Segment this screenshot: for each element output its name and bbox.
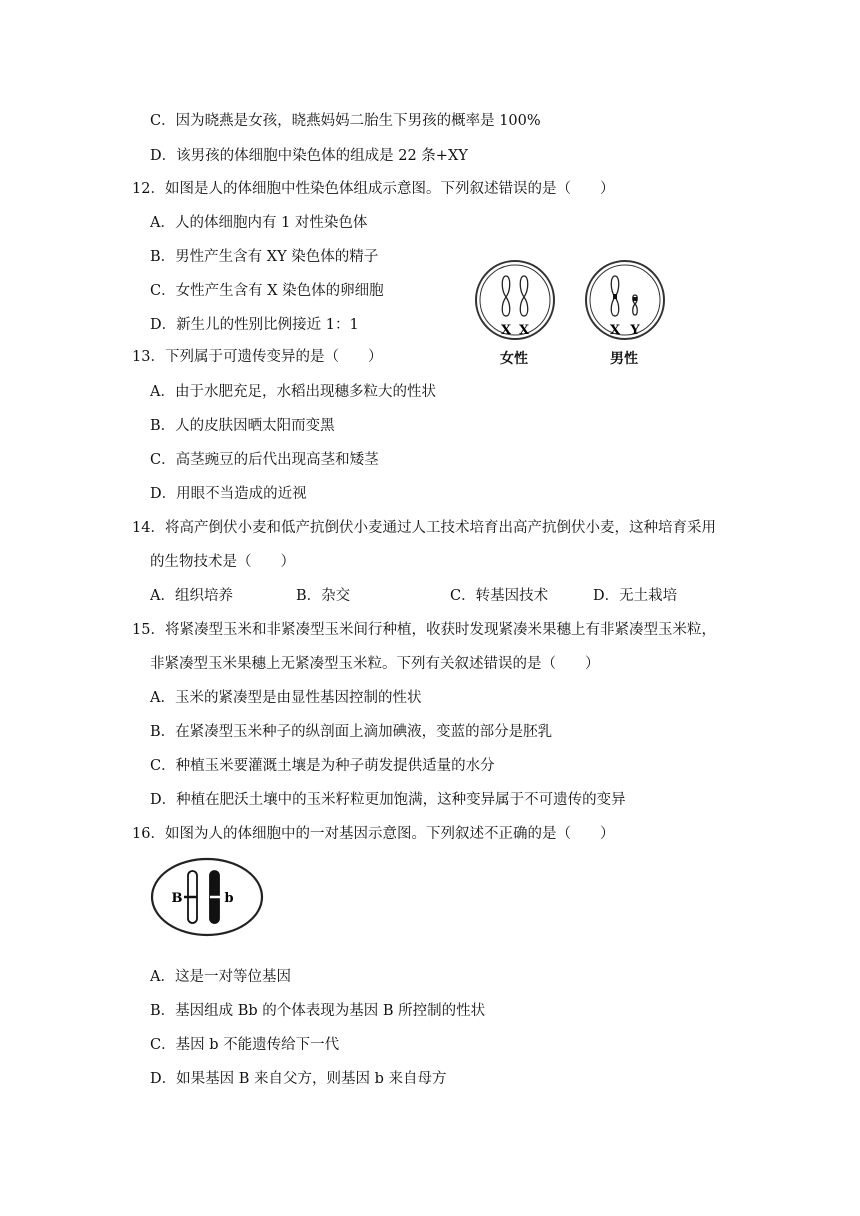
female-chr1-label: X	[500, 323, 512, 338]
gene-pair-figure	[150, 857, 266, 937]
q14-option-a: A．组织培养	[150, 588, 233, 604]
q16-option-c: C．基因 b 不能遗传给下一代	[150, 1037, 340, 1053]
q13-option-b: B．人的皮肤因晒太阳而变黑	[150, 418, 335, 434]
gene-B-label: B	[171, 891, 183, 906]
female-chr2-label: X	[518, 323, 530, 338]
q14-stem-line2: 的生物技术是（ ）	[150, 554, 295, 570]
q14-option-b: B．杂交	[296, 588, 351, 604]
q12-stem: 12．如图是人的体细胞中性染色体组成示意图。下列叙述错误的是（ ）	[132, 181, 615, 197]
male-cell	[586, 261, 664, 339]
q16-option-b: B．基因组成 Bb 的个体表现为基因 B 所控制的性状	[150, 1003, 486, 1019]
q13-stem: 13．下列属于可遗传变异的是（ ）	[132, 349, 383, 365]
q16-option-d: D．如果基因 B 来自父方，则基因 b 来自母方	[150, 1071, 447, 1087]
q14-stem-line1: 14．将高产倒伏小麦和低产抗倒伏小麦通过人工技术培育出高产抗倒伏小麦，这种培育采用	[132, 520, 716, 536]
q14-option-c: C．转基因技术	[450, 588, 549, 604]
q11-option-d: D．该男孩的体细胞中染色体的组成是 22 条+XY	[150, 148, 468, 164]
q13-option-d: D．用眼不当造成的近视	[150, 486, 307, 502]
male-chr1-label: X	[609, 323, 621, 338]
q12-option-b: B．男性产生含有 XY 染色体的精子	[150, 249, 379, 265]
q12-option-a: A．人的体细胞内有 1 对性染色体	[150, 215, 368, 231]
female-x-chromosome-1	[502, 276, 510, 316]
q15-option-b: B．在紧凑型玉米种子的纵剖面上滴加碘液，变蓝的部分是胚乳	[150, 724, 553, 740]
sex-chromosome-figure	[474, 260, 674, 340]
q15-stem-line1: 15．将紧凑型玉米和非紧凑型玉米间行种植，收获时发现紧凑米果穗上有非紧凑型玉米粒，	[132, 622, 716, 638]
q12-option-d: D．新生儿的性别比例接近 1：1	[150, 317, 359, 333]
q15-option-a: A．玉米的紧凑型是由显性基因控制的性状	[150, 690, 422, 706]
female-x-chromosome-2	[520, 276, 528, 316]
gene-b-label: b	[224, 891, 234, 906]
female-caption: 女性	[500, 351, 528, 367]
q14-option-d: D．无土栽培	[593, 588, 678, 604]
q15-option-d: D．种植在肥沃土壤中的玉米籽粒更加饱满，这种变异属于不可遗传的变异	[150, 792, 626, 808]
q13-option-a: A．由于水肥充足，水稻出现穗多粒大的性状	[150, 384, 436, 400]
female-cell	[476, 261, 554, 339]
male-caption: 男性	[610, 351, 638, 367]
q15-option-c: C．种植玉米要灌溉土壤是为种子萌发提供适量的水分	[150, 758, 495, 774]
q11-option-c: C．因为晓燕是女孩，晓燕妈妈二胎生下男孩的概率是 100%	[150, 113, 541, 129]
q16-option-a: A．这是一对等位基因	[150, 969, 291, 985]
q13-option-c: C．高茎豌豆的后代出现高茎和矮茎	[150, 452, 379, 468]
q16-stem: 16．如图为人的体细胞中的一对基因示意图。下列叙述不正确的是（ ）	[132, 826, 615, 842]
q12-option-c: C．女性产生含有 X 染色体的卵细胞	[150, 283, 384, 299]
q15-stem-line2: 非紧凑型玉米果穗上无紧凑型玉米粒。下列有关叙述错误的是（ ）	[150, 656, 600, 672]
male-chr2-label: Y	[630, 323, 640, 338]
